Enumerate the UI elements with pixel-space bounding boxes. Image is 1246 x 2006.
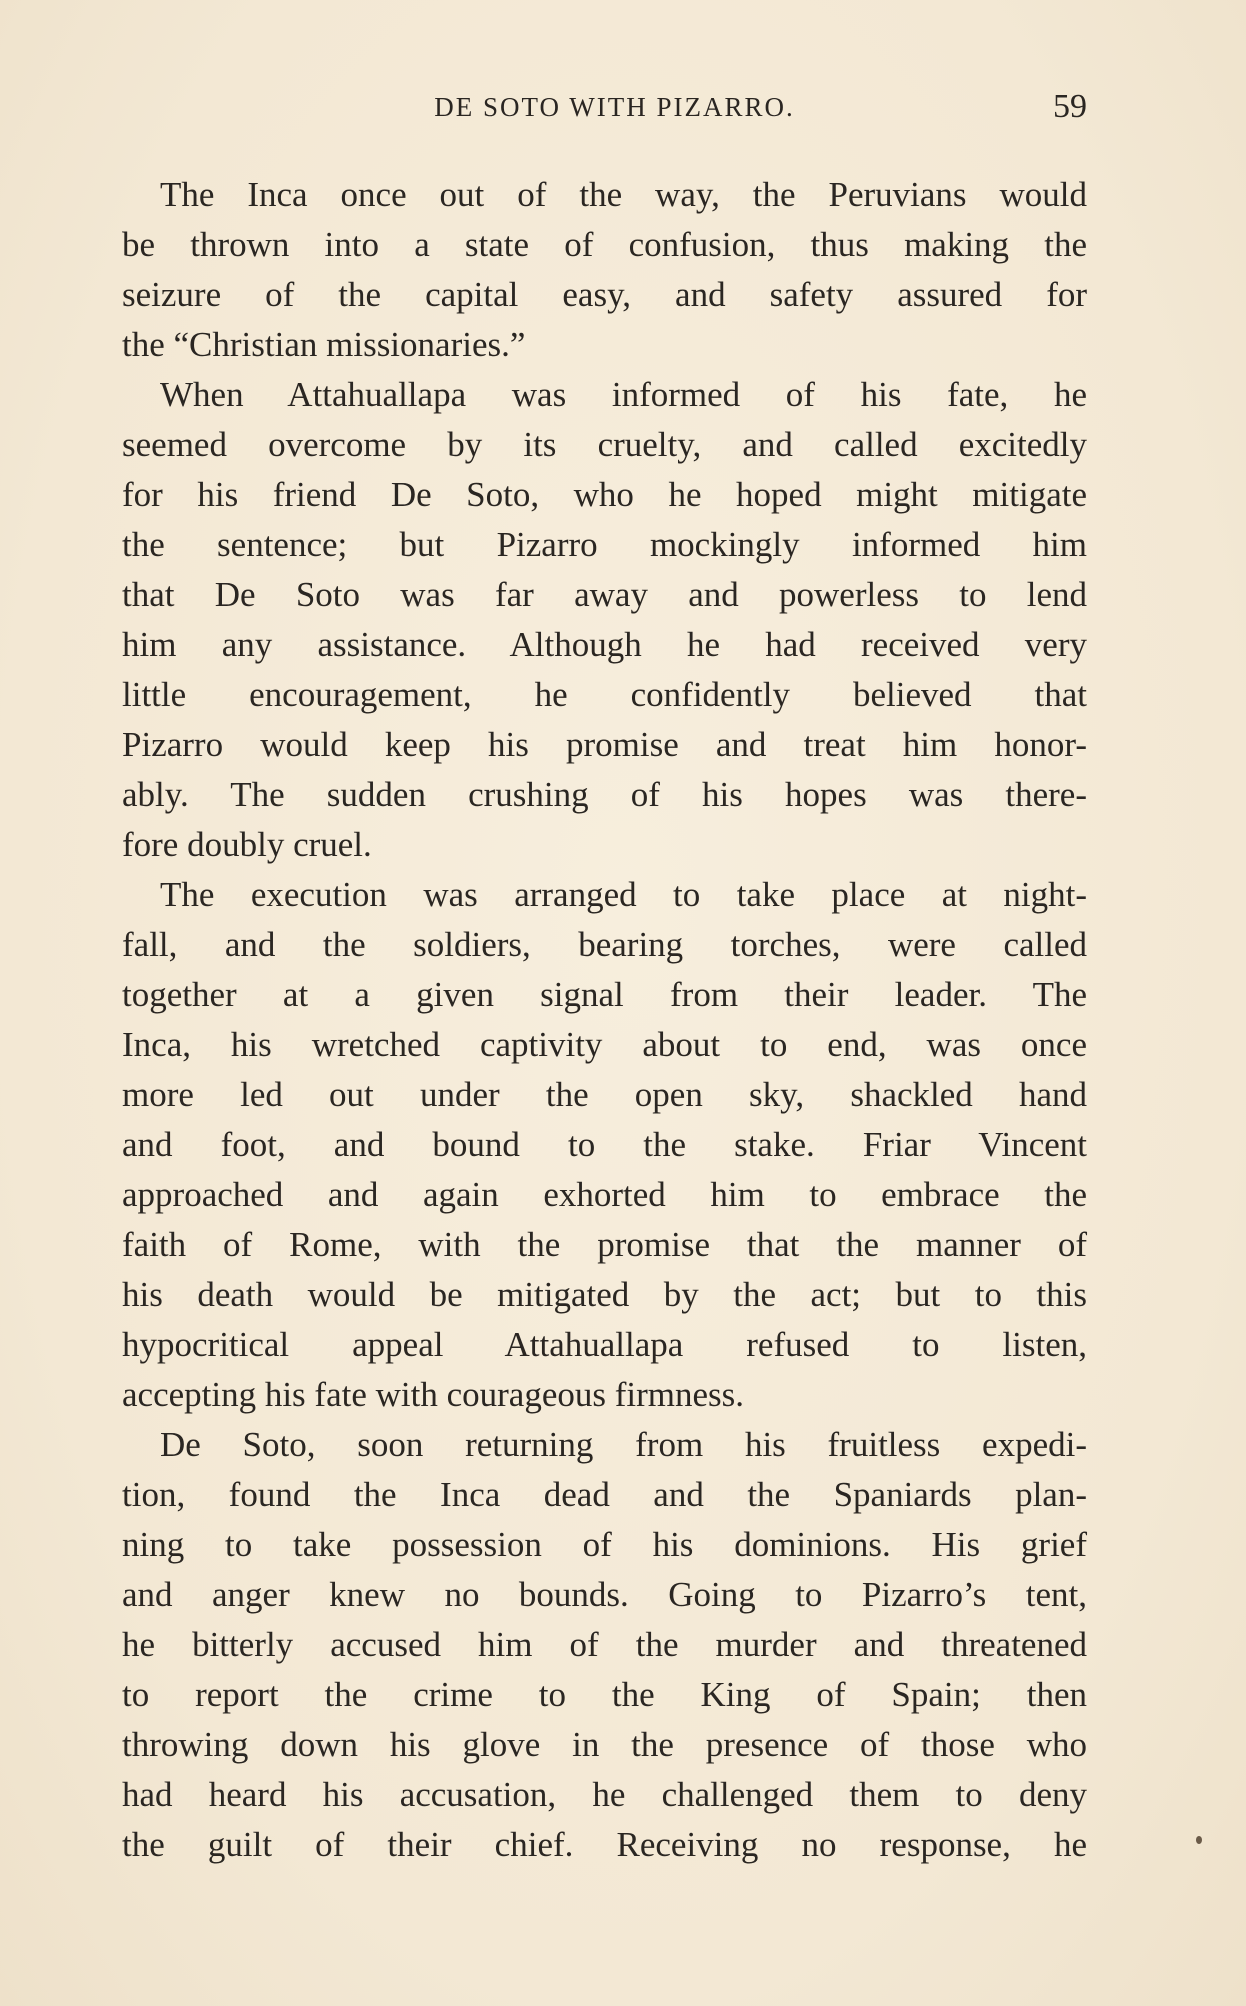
text-line: ably. The sudden crushing of his hopes was there- <box>122 775 1087 814</box>
text-line: Pizarro would keep his promise and treat him honor- <box>122 725 1087 764</box>
text-line: faith of Rome, with the promise that the manner of <box>122 1225 1087 1264</box>
text-line: seizure of the capital easy, and safety assured for <box>122 275 1087 314</box>
text-line: more led out under the open sky, shackled hand <box>122 1075 1087 1114</box>
text-line: tion, found the Inca dead and the Spaniards plan- <box>122 1475 1087 1514</box>
text-line: be thrown into a state of confusion, thus making the <box>122 225 1087 264</box>
text-line: Inca, his wretched captivity about to end, was once <box>122 1025 1087 1064</box>
text-line: When Attahuallapa was informed of his fate, he <box>160 375 1087 414</box>
margin-ink-mark <box>1196 1836 1202 1844</box>
running-title: DE SOTO WITH PIZARRO. <box>434 92 795 122</box>
text-line: he bitterly accused him of the murder and threatened <box>122 1625 1087 1664</box>
text-line: to report the crime to the King of Spain; then <box>122 1675 1087 1714</box>
text-line: De Soto, soon returning from his fruitless expedi- <box>160 1425 1087 1464</box>
text-line: the “Christian missionaries.” <box>122 325 526 364</box>
text-line: for his friend De Soto, who he hoped might mitigate <box>122 475 1087 514</box>
text-line: fore doubly cruel. <box>122 825 372 864</box>
text-line: together at a given signal from their leader. The <box>122 975 1087 1014</box>
text-line: hypocritical appeal Attahuallapa refused to listen, <box>122 1325 1087 1364</box>
text-line: The Inca once out of the way, the Peruvians would <box>160 175 1087 214</box>
text-line: his death would be mitigated by the act; but to this <box>122 1275 1087 1314</box>
text-line: The execution was arranged to take place at night- <box>160 875 1087 914</box>
text-line: him any assistance. Although he had received very <box>122 625 1087 664</box>
text-line: the guilt of their chief. Receiving no response, he <box>122 1825 1087 1864</box>
text-line: little encouragement, he confidently believed that <box>122 675 1087 714</box>
text-line: had heard his accusation, he challenged them to deny <box>122 1775 1087 1814</box>
text-line: throwing down his glove in the presence of those who <box>122 1725 1087 1764</box>
text-line: and anger knew no bounds. Going to Pizarro’s tent, <box>122 1575 1087 1614</box>
body-text <box>122 170 1087 1870</box>
text-line: that De Soto was far away and powerless to lend <box>122 575 1087 614</box>
page-number: 59 <box>1053 88 1087 125</box>
text-line: seemed overcome by its cruelty, and called excitedly <box>122 425 1087 464</box>
text-line: approached and again exhorted him to embrace the <box>122 1175 1087 1214</box>
text-line: fall, and the soldiers, bearing torches, were called <box>122 925 1087 964</box>
text-line: and foot, and bound to the stake. Friar Vincent <box>122 1125 1087 1164</box>
text-line: ning to take possession of his dominions. His grief <box>122 1525 1087 1564</box>
text-line: the sentence; but Pizarro mockingly informed him <box>122 525 1087 564</box>
page-header <box>122 82 1087 132</box>
text-line: accepting his fate with courageous firmness. <box>122 1375 745 1414</box>
